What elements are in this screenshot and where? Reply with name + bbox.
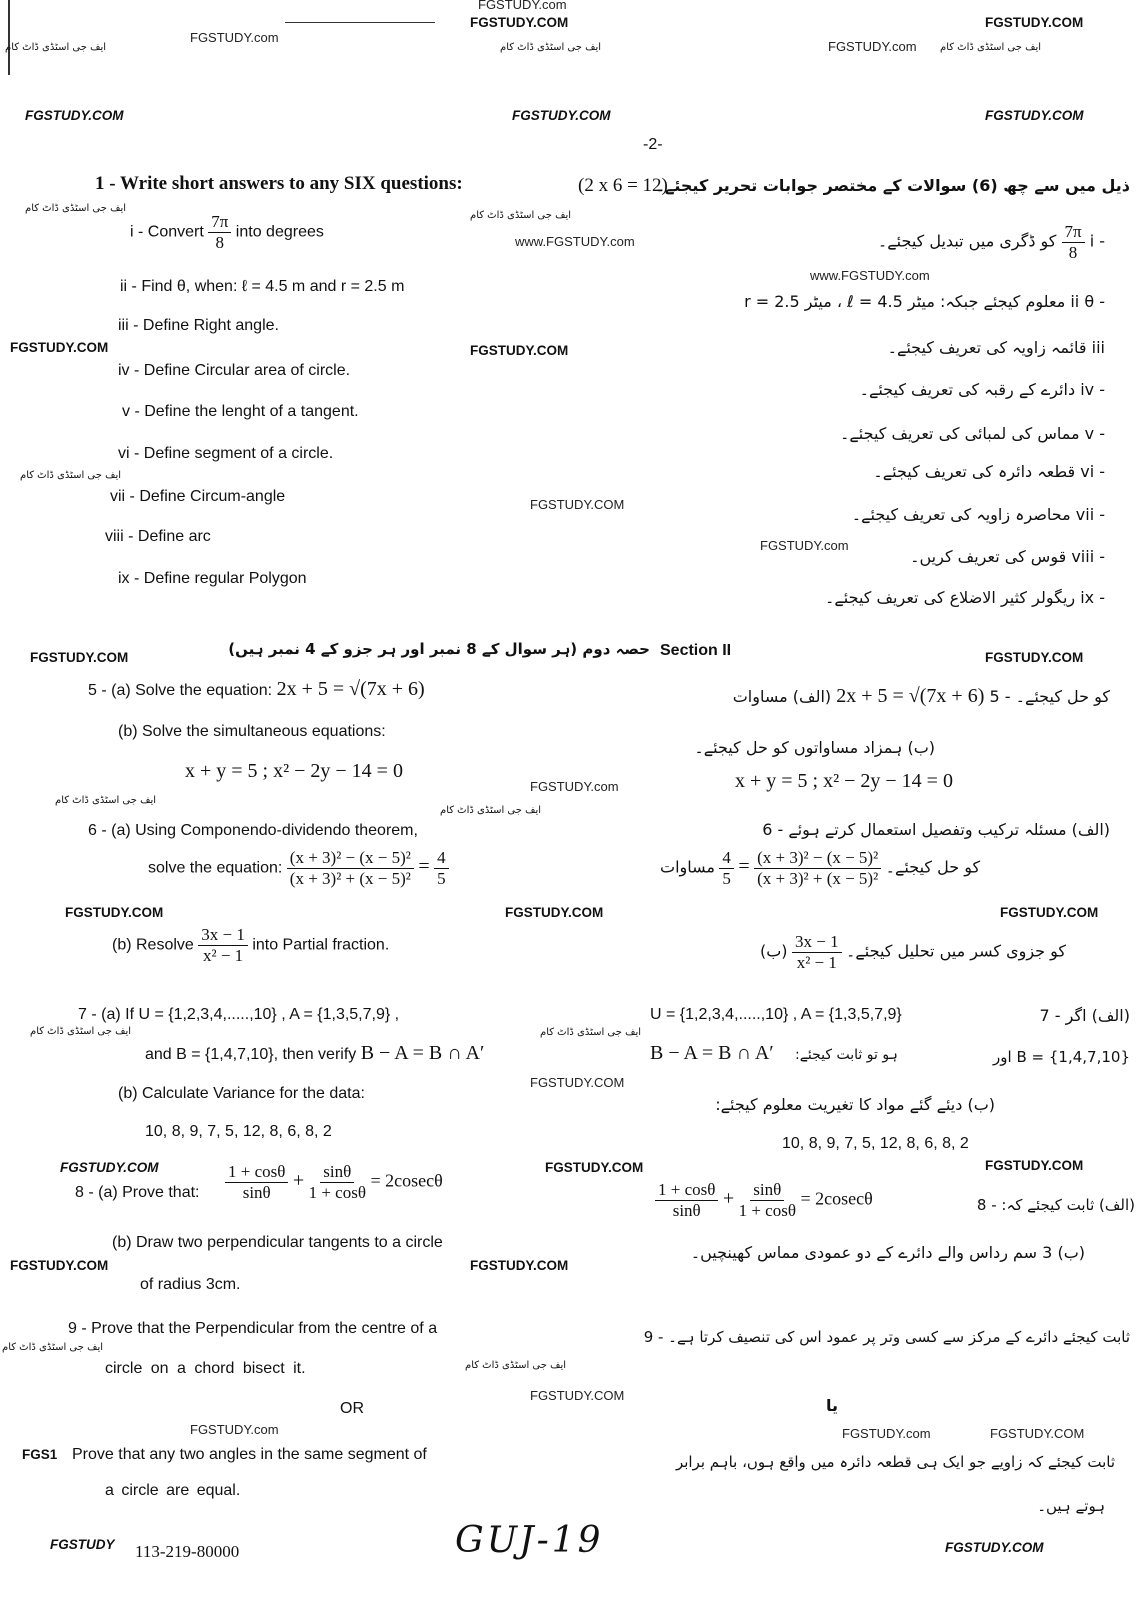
question-7a-right: U = {1,2,3,4,.....,10} , A = {1,3,5,7,9} bbox=[650, 1006, 902, 1023]
watermark: FGSTUDY.COM bbox=[470, 1258, 569, 1273]
watermark-urdu: ایف جی اسٹڈی ڈاٹ کام bbox=[25, 203, 127, 214]
question-6a-urdu: (الف) مسئلہ ترکیب وتفصیل استعمال کرتے ہوئے - 6 bbox=[762, 820, 1110, 839]
question-5b-urdu: (ب) ہمزاد مساواتوں کو حل کیجئے۔ bbox=[694, 738, 935, 757]
question-text: 5 - (a) Solve the equation: bbox=[88, 682, 273, 699]
question-text: solve the equation: bbox=[148, 859, 283, 877]
watermark-urdu: ایف جی اسٹڈی ڈاٹ کام bbox=[540, 1027, 642, 1038]
question-viii-urdu bbox=[910, 547, 1105, 566]
numerator: sinθ bbox=[320, 1162, 354, 1183]
question-5b: (b) Solve the simultaneous equations: bbox=[118, 723, 386, 740]
q-num: - ii bbox=[1070, 292, 1105, 311]
equation: 2x + 5 = √(7x + 6) bbox=[836, 685, 985, 707]
question-iii-urdu bbox=[888, 338, 1105, 357]
denominator: (x + 3)² + (x − 5)² bbox=[757, 868, 879, 888]
question-text-urdu: ریگولر کثیر الاضلاع کی تعریف کیجئے۔ bbox=[825, 588, 1076, 607]
fraction bbox=[198, 925, 248, 965]
watermark: FGSTUDY.COM bbox=[505, 905, 604, 920]
denominator: 5 bbox=[722, 868, 731, 888]
equation: 2x + 5 = √(7x + 6) bbox=[276, 678, 425, 700]
question-ii-urdu bbox=[744, 292, 1105, 311]
q-text: کو حل کیجئے۔ - 5 bbox=[989, 687, 1110, 706]
question-6a-equation-urdu bbox=[660, 848, 980, 888]
question-text: (b) Resolve bbox=[112, 936, 194, 954]
question-9-alt: Prove that any two angles in the same segment of bbox=[72, 1446, 427, 1463]
variance-data-right: 10, 8, 9, 7, 5, 12, 8, 6, 8, 2 bbox=[782, 1135, 969, 1152]
question-text: i - Convert bbox=[130, 223, 204, 241]
watermark: FGSTUDY.COM bbox=[10, 340, 109, 355]
watermark: FGSTUDY.COM bbox=[530, 497, 625, 512]
section1-heading: 1 - Write short answers to any SIX questions: bbox=[95, 173, 463, 194]
fraction bbox=[309, 1162, 366, 1202]
watermark-urdu: ایف جی اسٹڈی ڈاٹ کام bbox=[470, 210, 572, 221]
section1-marks: (2 x 6 = 12) bbox=[578, 175, 668, 196]
equals: = bbox=[738, 855, 750, 878]
rhs: = 2cosecθ bbox=[800, 1188, 873, 1209]
denominator: 5 bbox=[437, 868, 446, 888]
q-text: کو حل کیجئے۔ bbox=[885, 857, 981, 877]
equation: B − A = B ∩ A′ bbox=[360, 1042, 485, 1064]
watermark: FGSTUDY.com bbox=[530, 779, 619, 794]
q-num: iii bbox=[1091, 338, 1105, 357]
question-7a-urdu2: ہو تو ثابت کیجئے: bbox=[795, 1047, 898, 1063]
section1-heading-urdu: ذیل میں سے چھ (6) سوالات کے مختصر جوابات تحریر کیجئے۔ bbox=[655, 176, 1130, 195]
q-num: - viii bbox=[1071, 547, 1105, 566]
fraction bbox=[225, 1162, 288, 1202]
fraction bbox=[434, 848, 449, 888]
question-ii: ii - Find θ, when: ℓ = 4.5 m and r = 2.5 m bbox=[120, 278, 405, 295]
watermark: FGSTUDY.COM bbox=[25, 108, 124, 123]
watermark: FGSTUDY.COM bbox=[985, 108, 1084, 123]
denominator: 8 bbox=[1068, 242, 1078, 262]
question-6b-urdu bbox=[760, 932, 1066, 972]
watermark: FGSTUDY.COM bbox=[1000, 905, 1099, 920]
equation-7-right: B − A = B ∩ A′ bbox=[650, 1042, 774, 1064]
watermark-urdu: ایف جی اسٹڈی ڈاٹ کام bbox=[465, 1360, 567, 1371]
fraction bbox=[719, 848, 734, 888]
watermark-partial: FGS1 bbox=[22, 1447, 58, 1462]
watermark: FGSTUDY.COM bbox=[470, 15, 569, 30]
question-8b-line2: of radius 3cm. bbox=[140, 1276, 241, 1293]
question-text: 8 - (a) Prove that: bbox=[75, 1184, 200, 1201]
question-7b: (b) Calculate Variance for the data: bbox=[118, 1085, 365, 1102]
watermark: FGSTUDY.com bbox=[190, 1422, 279, 1437]
question-7a-urdu: (الف) اگر - 7 bbox=[1039, 1006, 1130, 1025]
question-text-urdu: دائرے کے رقبہ کی تعریف کیجئے۔ bbox=[859, 380, 1076, 399]
question-iii: iii - Define Right angle. bbox=[118, 317, 279, 334]
watermark: FGSTUDY.COM bbox=[512, 108, 611, 123]
watermark: FGSTUDY.COM bbox=[470, 343, 569, 358]
watermark-urdu: ایف جی اسٹڈی ڈاٹ کام bbox=[2, 1342, 104, 1353]
question-text-urdu: محاصرہ زاویہ کی تعریف کیجئے۔ bbox=[851, 505, 1071, 524]
numerator: 4 bbox=[719, 848, 734, 869]
rhs: = 2cosecθ bbox=[370, 1170, 443, 1191]
watermark-urdu: ایف جی اسٹڈی ڈاٹ کام bbox=[500, 42, 602, 53]
question-iv: iv - Define Circular area of circle. bbox=[118, 362, 351, 379]
numerator: 1 + cosθ bbox=[225, 1162, 288, 1183]
fraction bbox=[1062, 222, 1085, 262]
question-6a-equation bbox=[148, 848, 449, 888]
question-7a: 7 - (a) If U = {1,2,3,4,.....,10} , A = {1,3,5,7,9} , bbox=[78, 1006, 400, 1023]
question-9-alt-urdu: ثابت کیجئے کہ زاویے جو ایک ہی قطعہ دائرہ میں واقع ہوں، باہم برابر bbox=[675, 1453, 1115, 1471]
plus: + bbox=[722, 1187, 735, 1210]
watermark-urdu: ایف جی اسٹڈی ڈاٹ کام bbox=[5, 42, 107, 53]
watermark: FGSTUDY.COM bbox=[530, 1075, 625, 1090]
denominator: x² − 1 bbox=[796, 952, 837, 972]
watermark: FGSTUDY.COM bbox=[65, 905, 164, 920]
watermark: FGSTUDY.COM bbox=[10, 1258, 109, 1273]
question-text: into Partial fraction. bbox=[252, 936, 390, 954]
watermark: FGSTUDY.COM bbox=[985, 1158, 1084, 1173]
question-8b-urdu: (ب) 3 سم رداس والے دائرے کے دو عمودی مماس کھینچیں۔ bbox=[690, 1243, 1085, 1262]
scan-line bbox=[285, 22, 435, 23]
watermark: FGSTUDY.COM bbox=[30, 650, 129, 665]
numerator: (x + 3)² − (x − 5)² bbox=[287, 848, 414, 869]
question-ix-urdu bbox=[825, 588, 1105, 607]
q-num: - iv bbox=[1080, 380, 1105, 399]
watermark: FGSTUDY.COM bbox=[985, 650, 1084, 665]
equations-5b-right: x + y = 5 ; x² − 2y − 14 = 0 bbox=[735, 770, 953, 792]
watermark-urdu: ایف جی اسٹڈی ڈاٹ کام bbox=[440, 805, 542, 816]
watermark: FGSTUDY.COM bbox=[985, 15, 1084, 30]
watermark: FGSTUDY.com bbox=[842, 1426, 931, 1441]
watermark: www.FGSTUDY.com bbox=[810, 268, 930, 283]
section2-title-urdu: حصہ دوم (ہر سوال کے 8 نمبر اور ہر جزو کے 4 نمبر ہیں) bbox=[228, 640, 650, 658]
question-7b-urdu: (ب) دیئے گئے مواد کا تغیریت معلوم کیجئے: bbox=[715, 1095, 995, 1114]
q-text: (الف) مساوات bbox=[732, 687, 832, 706]
question-6b bbox=[112, 925, 389, 965]
question-text: into degrees bbox=[235, 223, 324, 241]
or-label: OR bbox=[340, 1400, 364, 1417]
q-num: - vii bbox=[1075, 505, 1105, 524]
question-9-alt-line2: a circle are equal. bbox=[105, 1482, 241, 1499]
denominator: 1 + cosθ bbox=[738, 1200, 796, 1220]
fraction bbox=[208, 212, 231, 252]
question-5a-urdu bbox=[733, 685, 1110, 708]
question-i-urdu bbox=[878, 222, 1105, 262]
q-num: - ix bbox=[1080, 588, 1105, 607]
q-text: کو جزوی کسر میں تحلیل کیجئے۔ bbox=[846, 941, 1066, 961]
numerator: 1 + cosθ bbox=[655, 1180, 718, 1201]
question-vi-urdu bbox=[873, 462, 1105, 481]
watermark-urdu: ایف جی اسٹڈی ڈاٹ کام bbox=[55, 795, 157, 806]
phone-number: 113-219-80000 bbox=[135, 1542, 240, 1561]
question-text-urdu: قوس کی تعریف کریں۔ bbox=[910, 547, 1067, 566]
question-9-urdu: ثابت کیجئے دائرے کے مرکز سے کسی وتر پر عمود اس کی تنصیف کرتا ہے۔ - 9 bbox=[643, 1328, 1130, 1346]
q-label: (ب) bbox=[760, 941, 788, 961]
watermark: FGSTUDY.COM bbox=[945, 1540, 1044, 1555]
question-8a-equation-right bbox=[655, 1180, 873, 1220]
watermark: FGSTUDY.com bbox=[190, 30, 279, 45]
watermark: FGSTUDY.COM bbox=[545, 1160, 644, 1175]
watermark: FGSTUDY.com bbox=[760, 538, 849, 553]
fraction bbox=[287, 848, 414, 888]
variance-data: 10, 8, 9, 7, 5, 12, 8, 6, 8, 2 bbox=[145, 1123, 332, 1140]
watermark: FGSTUDY.COM bbox=[60, 1160, 159, 1175]
q-num: - vi bbox=[1080, 462, 1105, 481]
question-vii-urdu bbox=[852, 505, 1105, 524]
question-9-alt-urdu2: ہوتے ہیں۔ bbox=[1037, 1497, 1105, 1515]
question-ix: ix - Define regular Polygon bbox=[118, 570, 307, 587]
q-num: - v bbox=[1084, 424, 1105, 443]
denominator: sinθ bbox=[672, 1200, 701, 1220]
question-5a bbox=[88, 678, 425, 701]
q-text: مساوات bbox=[660, 857, 715, 877]
fraction bbox=[792, 932, 842, 972]
fraction bbox=[739, 1180, 796, 1220]
fraction bbox=[655, 1180, 718, 1220]
question-vii: vii - Define Circum-angle bbox=[110, 488, 286, 505]
question-i bbox=[130, 212, 324, 252]
denominator: sinθ bbox=[242, 1182, 271, 1202]
watermark: FGSTUDY.com bbox=[478, 0, 567, 12]
question-text-urdu: θ معلوم کیجئے جبکہ: میٹر ℓ = 4.5 ، میٹر r = 2.5 bbox=[744, 292, 1095, 311]
question-v-urdu bbox=[840, 424, 1105, 443]
denominator: 1 + cosθ bbox=[308, 1182, 366, 1202]
equations-5b: x + y = 5 ; x² − 2y − 14 = 0 bbox=[185, 760, 403, 782]
question-7a-line2 bbox=[145, 1042, 484, 1065]
question-9-line2: circle on a chord bisect it. bbox=[105, 1360, 306, 1377]
question-text-urdu: قطعہ دائرہ کی تعریف کیجئے۔ bbox=[873, 462, 1076, 481]
plus: + bbox=[292, 1169, 305, 1192]
numerator: 7π bbox=[208, 212, 231, 233]
question-iv-urdu bbox=[860, 380, 1105, 399]
question-8a bbox=[75, 1160, 200, 1201]
denominator: x² − 1 bbox=[202, 945, 244, 965]
question-text-urdu: کو ڈگری میں تبدیل کیجئے۔ bbox=[877, 231, 1057, 251]
question-vi: vi - Define segment of a circle. bbox=[118, 445, 334, 462]
section2-title: Section II bbox=[660, 642, 732, 659]
fraction bbox=[754, 848, 881, 888]
question-6a: 6 - (a) Using Componendo-dividendo theorem, bbox=[88, 822, 418, 839]
question-8a-urdu: (الف) ثابت کیجئے کہ: - 8 bbox=[976, 1196, 1135, 1214]
scan-border bbox=[8, 0, 10, 75]
watermark-urdu: ایف جی اسٹڈی ڈاٹ کام bbox=[20, 470, 122, 481]
numerator: sinθ bbox=[750, 1180, 784, 1201]
q-num: - i bbox=[1089, 231, 1105, 251]
question-7a-right2: B = {1,4,7,10} اور bbox=[993, 1048, 1130, 1066]
denominator: 8 bbox=[215, 232, 225, 252]
watermark-urdu: ایف جی اسٹڈی ڈاٹ کام bbox=[30, 1026, 132, 1037]
question-8b: (b) Draw two perpendicular tangents to a circle bbox=[112, 1234, 443, 1251]
question-8a-equation bbox=[225, 1162, 443, 1202]
question-text-urdu: قائمہ زاویہ کی تعریف کیجئے۔ bbox=[887, 338, 1087, 357]
numerator: 3x − 1 bbox=[792, 932, 842, 953]
or-label-urdu: یا bbox=[826, 1396, 839, 1415]
watermark-urdu: ایف جی اسٹڈی ڈاٹ کام bbox=[940, 42, 1042, 53]
numerator: (x + 3)² − (x − 5)² bbox=[754, 848, 881, 869]
watermark: www.FGSTUDY.com bbox=[515, 234, 635, 249]
question-text-urdu: مماس کی لمبائی کی تعریف کیجئے۔ bbox=[840, 424, 1080, 443]
paper-code-handwritten: GUJ-19 bbox=[455, 1520, 604, 1561]
numerator: 4 bbox=[434, 848, 449, 869]
watermark: FGSTUDY.com bbox=[828, 39, 917, 54]
question-9: 9 - Prove that the Perpendicular from the centre of a bbox=[68, 1320, 438, 1337]
watermark: FGSTUDY bbox=[50, 1537, 115, 1552]
question-text: and B = {1,4,7,10}, then verify bbox=[145, 1046, 357, 1063]
page-number: -2- bbox=[643, 136, 663, 153]
question-viii: viii - Define arc bbox=[105, 528, 211, 545]
question-v: v - Define the lenght of a tangent. bbox=[122, 403, 359, 420]
denominator: (x + 3)² + (x − 5)² bbox=[289, 868, 411, 888]
watermark: FGSTUDY.COM bbox=[530, 1388, 625, 1403]
watermark: FGSTUDY.COM bbox=[990, 1426, 1085, 1441]
numerator: 7π bbox=[1062, 222, 1085, 243]
numerator: 3x − 1 bbox=[198, 925, 248, 946]
equals: = bbox=[418, 855, 430, 878]
